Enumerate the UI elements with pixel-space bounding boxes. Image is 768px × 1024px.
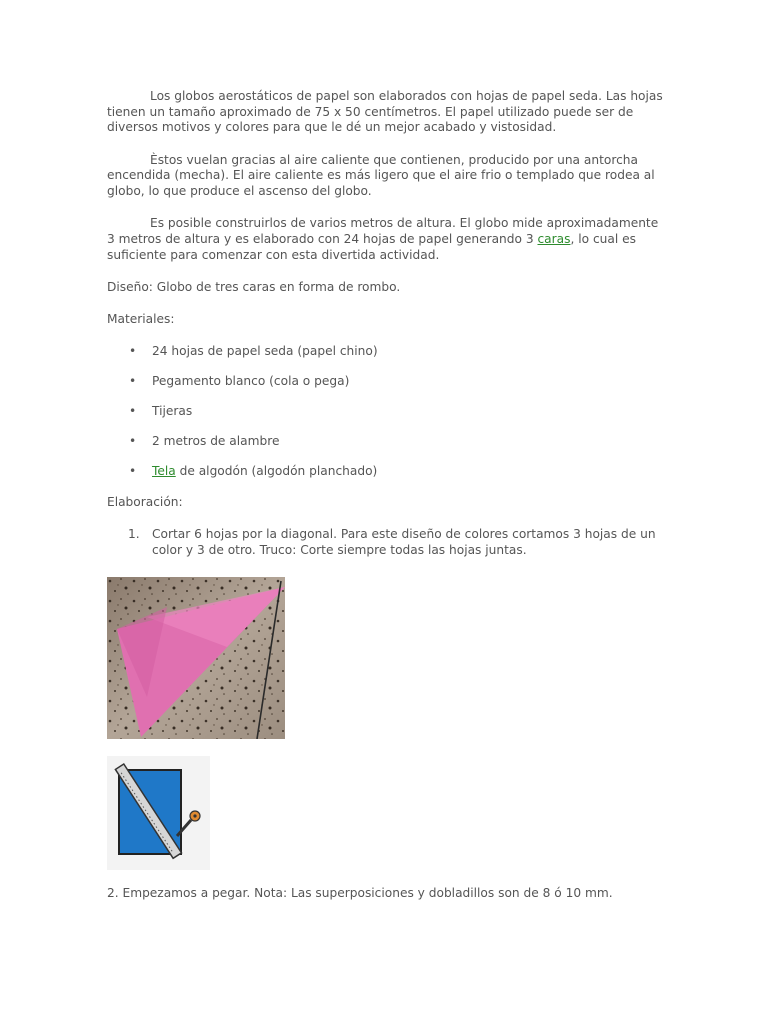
materials-heading: Materiales: bbox=[107, 312, 175, 327]
intro-paragraph-3 bbox=[107, 216, 667, 263]
step-2-text: 2. Empezamos a pegar. Nota: Las superposiciones y dobladillos son de 8 ó 10 mm. bbox=[107, 885, 613, 900]
list-item bbox=[107, 404, 667, 420]
bullet-icon: • bbox=[129, 464, 137, 479]
design-line: Diseño: Globo de tres caras en forma de rombo. bbox=[107, 279, 401, 294]
bullet-icon: • bbox=[129, 374, 137, 389]
list-item bbox=[107, 344, 667, 360]
list-item bbox=[107, 374, 667, 390]
caras-link[interactable]: caras bbox=[537, 231, 571, 246]
materials-list bbox=[107, 344, 667, 480]
step-text: Cortar 6 hojas por la diagonal. Para este diseño de colores cortamos 3 hojas de un color y 3 de otro. Truco: Corte siempre todas las hojas juntas. bbox=[152, 527, 656, 557]
material-text: 2 metros de alambre bbox=[152, 434, 280, 449]
bullet-icon: • bbox=[129, 344, 137, 359]
step-item-1 bbox=[107, 527, 667, 558]
material-text: Pegamento blanco (cola o pega) bbox=[152, 374, 350, 389]
intro-paragraph-1: Los globos aerostáticos de papel son elaborados con hojas de papel seda. Las hojas tienen un tamaño aproximado de 75 x 50 centímetros. El papel utilizado puede ser de diversos motivos y colores para que le dé un mejor acabado y vistosidad. bbox=[107, 89, 663, 135]
paragraph-3-text-start: Es posible construirlos de varios metros de altura. El globo mide aproximadamente 3 metros de altura y es elaborado con 24 hojas de papel generando 3 bbox=[107, 216, 659, 246]
material-text: 24 hojas de papel seda (papel chino) bbox=[152, 344, 378, 359]
intro-paragraph-2: Èstos vuelan gracias al aire caliente que contienen, producido por una antorcha encendida (mecha). El aire caliente es más ligero que el aire frio o templado que rodea al globo, lo que produce el ascenso del globo. bbox=[107, 152, 655, 199]
material-text: Tijeras bbox=[152, 404, 193, 419]
material-text: de algodón (algodón planchado) bbox=[175, 464, 378, 479]
elaboration-heading: Elaboración: bbox=[107, 494, 183, 509]
steps-list bbox=[107, 527, 667, 558]
tela-link[interactable]: Tela bbox=[152, 464, 176, 479]
ruler-cutter-icon bbox=[107, 756, 210, 870]
list-item bbox=[107, 464, 667, 480]
bullet-icon: • bbox=[129, 404, 137, 419]
pink-paper-photo bbox=[107, 577, 285, 739]
step-number: 1. bbox=[128, 527, 140, 542]
document-body bbox=[107, 89, 667, 918]
paragraph-3-text-end: , lo cual es suficiente para comenzar con esta divertida actividad. bbox=[107, 231, 636, 262]
bullet-icon: • bbox=[129, 434, 137, 449]
list-item bbox=[107, 434, 667, 450]
